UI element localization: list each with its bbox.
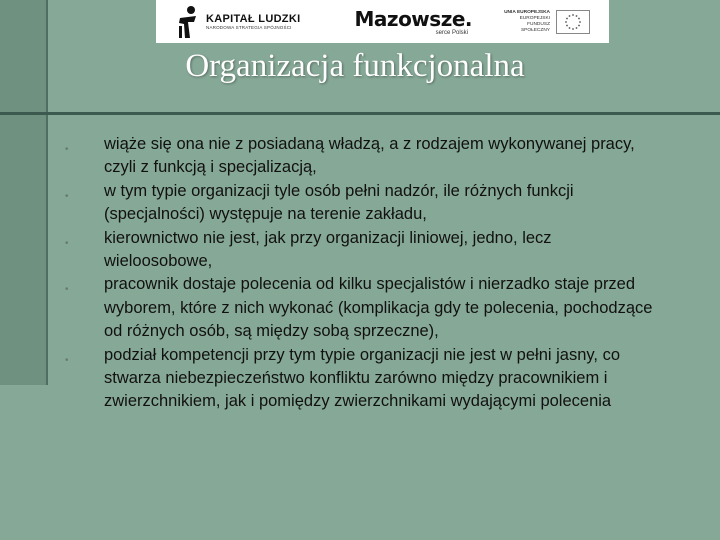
bullet-item — [60, 180, 660, 227]
bullet-dot-icon: • — [65, 237, 69, 249]
bullet-item — [60, 227, 660, 274]
bullet-text: pracownik dostaje polecenia od kilku specjalistów i nierzadko staje przed wyborem, które z nich wykonać (komplikacja gdy te polecenia, pochodzące od różnych osób, są między sobą sprzeczne), — [104, 275, 653, 341]
eu-line-1: UNIA EUROPEJSKA — [504, 9, 550, 15]
kapital-ludzki-subtitle: NARODOWA STRATEGIA SPÓJNOŚCI — [206, 25, 292, 30]
kapital-ludzki-title: KAPITAŁ LUDZKI — [206, 13, 301, 25]
bullet-dot-icon: • — [65, 144, 69, 155]
bullet-dot-icon: • — [65, 354, 69, 366]
mazowsze-subtitle: serce Polski — [435, 29, 468, 36]
kapital-ludzki-logo — [176, 4, 326, 40]
bullet-text: kierownictwo nie jest, jak przy organizacji liniowej, jedno, lecz wieloosobowe, — [104, 228, 552, 271]
kapital-ludzki-emblem-icon — [176, 4, 200, 40]
bullet-text: wiąże się ona nie z posiadaną władzą, a z rodzajem wykonywanej pracy, czyli z funkcją i specjalizacją, — [104, 135, 635, 177]
logo-banner — [156, 0, 609, 43]
mazowsze-title: Mazowsze. — [354, 6, 472, 31]
bullet-text: w tym typie organizacji tyle osób pełni nadzór, ile różnych funkcji (specjalności) występuje na terenie zakładu, — [104, 181, 574, 224]
bullet-item — [60, 133, 660, 180]
eu-stars-icon — [558, 12, 588, 32]
bullet-list — [60, 133, 660, 414]
mazowsze-logo — [332, 8, 472, 36]
bullet-dot-icon: • — [65, 190, 69, 202]
eu-line-3: FUNDUSZ SPOŁECZNY — [520, 21, 550, 33]
title-divider-line — [0, 112, 720, 115]
slide-title: Organizacja funkcjonalna — [185, 48, 525, 84]
eu-flag-icon — [556, 10, 590, 34]
eu-logo — [500, 10, 590, 34]
bullet-dot-icon: • — [65, 284, 69, 296]
eu-line-2: EUROPEJSKI — [519, 15, 550, 21]
bullet-item — [60, 273, 660, 343]
bullet-text: podział kompetencji przy tym typie organizacji nie jest w pełni jasny, co stwarza niebezpieczeństwo konfliktu zarówno między pracownikiem i zwierzchnikiem, jak i pomiędzy zwierzchnikami wydającymi polecenia — [104, 345, 621, 411]
bullet-item — [60, 344, 660, 414]
